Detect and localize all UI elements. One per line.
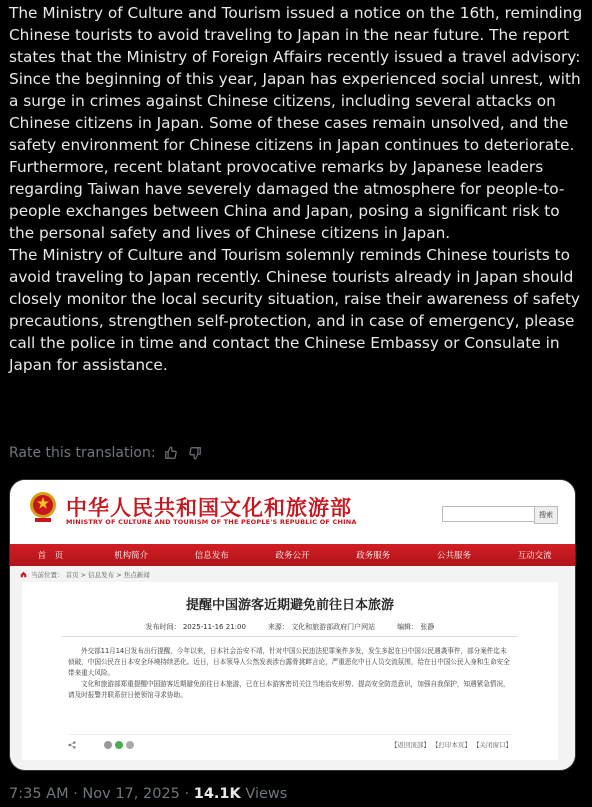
share-wechat-icon[interactable]: [115, 741, 123, 749]
article-footer: [68, 740, 512, 749]
tweet-text: [9, 2, 587, 376]
share-qzone-icon[interactable]: [126, 741, 134, 749]
article-source: 来源： 文化和旅游部政府门户网站: [267, 623, 376, 631]
nav-item-interaction[interactable]: 互动交流: [517, 551, 552, 561]
thumbs-down-icon[interactable]: [186, 444, 204, 462]
article-panel: [22, 582, 558, 760]
article-paragraph: 外交部11月14日发布出行提醒，今年以来，日本社会治安不靖，针对中国公民违法犯罪案件多发，发生多起在日中国公民遇袭事件，部分案件迄未侦破，中国公民在日本安全环境持续恶化。近日，日本领导人公然发表涉台露骨挑衅言论，严重恶化中日人员交流氛围，给在日中国公民人身和生命安全带来重大风险。: [68, 647, 510, 677]
breadcrumb: [20, 570, 150, 579]
site-title: 中华人民共和国文化和旅游部: [66, 495, 352, 520]
site-search-input[interactable]: [442, 506, 536, 522]
article-footer-divider: [68, 734, 512, 735]
article-title: 提醒中国游客近期避免前往日本旅游: [185, 598, 394, 613]
views-count: 14.1K: [193, 786, 241, 802]
share-weibo-icon[interactable]: [104, 741, 112, 749]
nav-item-public-services[interactable]: 公共服务: [436, 551, 471, 561]
national-emblem-icon: [28, 490, 58, 524]
tweet-timestamp: [9, 786, 287, 802]
nav-item-open-affairs[interactable]: 政务公开: [275, 551, 310, 561]
article-paragraph: 文化和旅游部郑重提醒中国游客近期避免前往日本旅游，已在日本游客密切关注当地治安形势、提高安全防范意识，加强自我保护，知遇紧急情况，请及时报警并联系驻日使领馆寻求协助。: [68, 680, 510, 699]
article-publish-time: 发布时间： 2025-11-16 21:00: [145, 623, 246, 631]
home-icon: [20, 571, 27, 578]
article-meta: [22, 622, 558, 632]
thumbs-up-icon[interactable]: [162, 444, 180, 462]
nav-item-about[interactable]: 机构简介: [114, 551, 149, 561]
site-header: [10, 480, 575, 544]
article-body: [68, 646, 512, 701]
tweet-paragraph: The Ministry of Culture and Tourism solemnly reminds Chinese tourists to avoid traveling to Japan recently. Chinese tourists already in Japan should closely monitor the local security situation, raise their awareness of safety precautions, strengthen self-protection, and in case of emergency, please call the police in time and contact the Chinese Embassy or Consulate in Japan for assistance.: [9, 246, 580, 374]
site-search-button[interactable]: 搜索: [534, 506, 558, 524]
attached-image-card[interactable]: [9, 479, 576, 771]
rate-translation: [9, 444, 204, 462]
article-footer-links[interactable]: 【返回顶部】 【打印本页】 【关闭窗口】: [390, 741, 512, 749]
rate-translation-label: Rate this translation:: [9, 445, 156, 461]
share-icon[interactable]: [68, 741, 76, 749]
tweet-time[interactable]: 7:35 AM · Nov 17, 2025 ·: [9, 786, 194, 802]
site-nav: [10, 544, 575, 566]
breadcrumb-text: 当前位置： 首页 > 信息发布 > 焦点新闻: [31, 571, 150, 579]
tweet-paragraph: The Ministry of Culture and Tourism issued a notice on the 16th, reminding Chinese tourists to avoid traveling to Japan in the near future. The report states that the Ministry of Foreign Affairs recently issued a travel advisory: Since the beginning of this year, Japan has experienced social unrest, with a surge in crimes against Chinese citizens, including several attacks on Chinese citizens in Japan. Some of these cases remain unsolved, and the safety environment for Chinese citizens in Japan continues to deteriorate. Furthermore, recent blatant provocative remarks by Japanese leaders regarding Taiwan have severely damaged the atmosphere for people-to-people exchanges between China and Japan, posing a significant risk to the personal safety and lives of Chinese citizens in Japan.: [9, 4, 583, 242]
share-bar: [68, 741, 134, 749]
article-editor: 编辑： 张静: [397, 623, 435, 631]
nav-item-home[interactable]: 首 页: [37, 551, 64, 561]
nav-item-services[interactable]: 政务服务: [356, 551, 391, 561]
article-divider: [62, 636, 518, 637]
site-subtitle: MINISTRY OF CULTURE AND TOURISM OF THE PEOPLE'S REPUBLIC OF CHINA: [66, 518, 357, 526]
views-label: Views: [240, 786, 288, 802]
nav-item-news[interactable]: 信息发布: [194, 551, 229, 561]
